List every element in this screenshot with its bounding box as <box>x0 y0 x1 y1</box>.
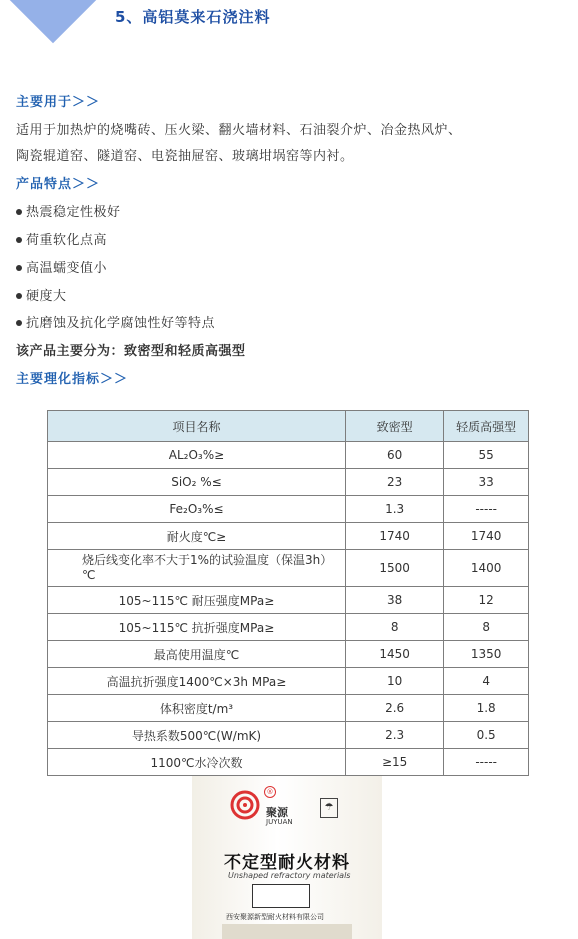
cell-dense-value: 1.3 <box>345 496 443 523</box>
brand-name: 聚源 <box>266 806 288 819</box>
feature-item: 高温蠕变值小 <box>16 257 107 276</box>
col-header-light: 轻质高强型 <box>444 411 529 442</box>
table-header-row <box>48 411 529 442</box>
cell-item-name: 105~115℃ 抗折强度MPa≥ <box>48 614 346 641</box>
cell-dense-value: 2.3 <box>345 722 443 749</box>
cell-light-value: 8 <box>444 614 529 641</box>
cell-light-value: ----- <box>444 749 529 776</box>
feature-item: 抗磨蚀及抗化学腐蚀性好等特点 <box>16 312 215 331</box>
decorative-diamond <box>0 0 120 60</box>
col-header-dense: 致密型 <box>345 411 443 442</box>
product-bag-image <box>192 776 382 939</box>
cell-dense-value: 60 <box>345 442 443 469</box>
brand-logo-icon <box>230 790 260 820</box>
bag-strip <box>222 924 352 939</box>
cell-dense-value: 10 <box>345 668 443 695</box>
registered-icon: ® <box>264 786 276 798</box>
table-row <box>48 614 529 641</box>
cell-item-name: 最高使用温度℃ <box>48 641 346 668</box>
bullet-icon <box>16 237 22 243</box>
cell-light-value: 55 <box>444 442 529 469</box>
cell-light-value: 1.8 <box>444 695 529 722</box>
cell-dense-value: 1500 <box>345 550 443 587</box>
cell-item-name: 体积密度t/m³ <box>48 695 346 722</box>
usage-heading: 主要用于＞＞ <box>16 95 101 110</box>
cell-item-name: 高温抗折强度1400℃×3h MPa≥ <box>48 668 346 695</box>
table-row <box>48 695 529 722</box>
cell-item-name: 1100℃水冷次数 <box>48 749 346 776</box>
cell-dense-value: 38 <box>345 587 443 614</box>
product-name: 不定型耐火材料 <box>224 853 350 873</box>
cell-item-name: SiO₂ %≤ <box>48 469 346 496</box>
cell-light-value: 1400 <box>444 550 529 587</box>
cell-item-name: Fe₂O₃%≤ <box>48 496 346 523</box>
features-heading: 产品特点＞＞ <box>16 177 101 192</box>
usage-text-line-2: 陶瓷辊道窑、隧道窑、电瓷抽屉窑、玻璃坩埚窑等内衬。 <box>16 149 354 164</box>
cell-light-value: ----- <box>444 496 529 523</box>
product-name-en: Unshaped refractory materials <box>228 871 351 880</box>
table-row <box>48 469 529 496</box>
table-row <box>48 523 529 550</box>
cell-item-name: 105~115℃ 耐压强度MPa≥ <box>48 587 346 614</box>
cell-dense-value: 1450 <box>345 641 443 668</box>
cell-light-value: 1740 <box>444 523 529 550</box>
classification-text: 该产品主要分为：致密型和轻质高强型 <box>16 344 246 359</box>
cell-dense-value: 1740 <box>345 523 443 550</box>
umbrella-icon: ☂ <box>320 798 338 818</box>
cell-light-value: 1350 <box>444 641 529 668</box>
cell-dense-value: ≥15 <box>345 749 443 776</box>
cell-item-name: 导热系数500℃(W/mK) <box>48 722 346 749</box>
table-row <box>48 749 529 776</box>
table-row <box>48 722 529 749</box>
bullet-icon <box>16 209 22 215</box>
table-row <box>48 668 529 695</box>
cell-dense-value: 2.6 <box>345 695 443 722</box>
table-row <box>48 550 529 587</box>
brand-name-en: JUYUAN <box>266 818 293 826</box>
company-name: 西安聚源新型耐火材料有限公司 <box>226 913 324 921</box>
bullet-icon <box>16 265 22 271</box>
indices-heading: 主要理化指标＞＞ <box>16 372 129 387</box>
cell-light-value: 0.5 <box>444 722 529 749</box>
cell-light-value: 4 <box>444 668 529 695</box>
handwritten-label <box>252 884 310 908</box>
usage-text-line-1: 适用于加热炉的烧嘴砖、压火梁、翻火墙材料、石油裂介炉、冶金热风炉、 <box>16 123 462 138</box>
table-row <box>48 442 529 469</box>
cell-item-name: 耐火度℃≥ <box>48 523 346 550</box>
cell-dense-value: 23 <box>345 469 443 496</box>
cell-light-value: 33 <box>444 469 529 496</box>
col-header-item: 项目名称 <box>48 411 346 442</box>
feature-item: 热震稳定性极好 <box>16 201 121 220</box>
table-row <box>48 496 529 523</box>
bullet-icon <box>16 320 22 326</box>
feature-item: 硬度大 <box>16 285 67 304</box>
feature-item: 荷重软化点高 <box>16 229 107 248</box>
spec-table <box>47 410 529 776</box>
cell-item-name: 烧后线变化率不大于1%的试验温度（保温3h）℃ <box>48 550 346 587</box>
cell-dense-value: 8 <box>345 614 443 641</box>
bullet-icon <box>16 293 22 299</box>
table-row <box>48 587 529 614</box>
section-title: 5、高铝莫来石浇注料 <box>115 8 271 26</box>
cell-light-value: 12 <box>444 587 529 614</box>
table-row <box>48 641 529 668</box>
cell-item-name: AL₂O₃%≥ <box>48 442 346 469</box>
